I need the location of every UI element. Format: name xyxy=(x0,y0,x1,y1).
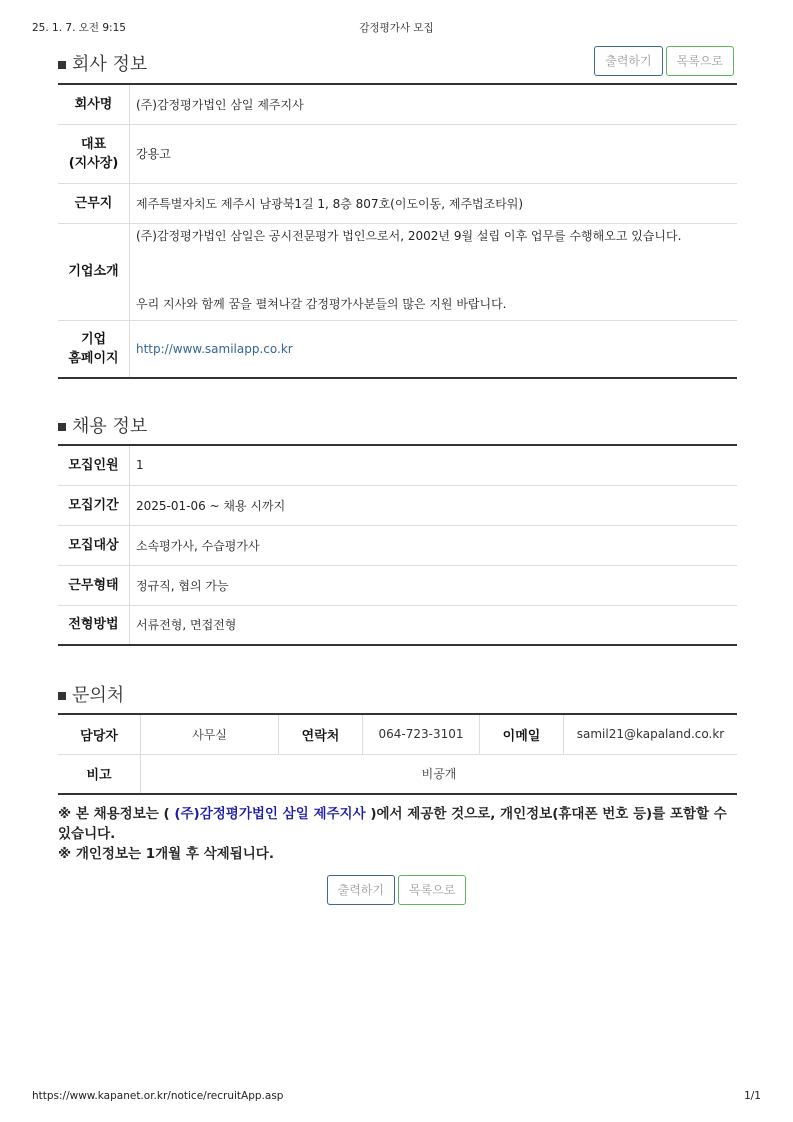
intro-line-2: 우리 지사와 함께 꿈을 펼쳐나갈 감정평가사분들의 많은 지원 바랍니다. xyxy=(136,296,507,311)
list-button[interactable]: 목록으로 xyxy=(398,875,466,905)
print-page: 1/1 xyxy=(744,1090,761,1102)
table-row xyxy=(58,485,737,525)
print-footer xyxy=(32,1090,761,1106)
recruit-target: 소속평가사, 수습평가사 xyxy=(130,525,738,565)
intro-line-1: (주)감정평가법인 삼일은 공시전문평가 법인으로서, 2002년 9월 설립 이후 업무를 수행해오고 있습니다. xyxy=(136,228,682,243)
print-button[interactable]: 출력하기 xyxy=(327,875,395,905)
representative: 강용고 xyxy=(130,124,738,183)
company-section-title: 회사 정보 xyxy=(58,50,147,76)
homepage-cell xyxy=(130,320,738,378)
selection-method: 서류전형, 면접전형 xyxy=(136,618,237,633)
recruit-count-label: 모집인원 xyxy=(58,445,130,485)
notice-line-1: ※ 본 채용정보는 ( (주)감정평가법인 삼일 제주지사 )에서 제공한 것으로, 개인정보(휴대폰 번호 등)를 포함할 수 있습니다. xyxy=(58,806,727,842)
company-section xyxy=(58,46,737,379)
table-row xyxy=(58,445,737,485)
recruit-period-label: 모집기간 xyxy=(58,485,130,525)
table-row xyxy=(58,223,737,320)
company-name-label: 회사명 xyxy=(58,84,130,124)
square-bullet-icon xyxy=(58,61,66,69)
selection-method-label: 전형방법 xyxy=(58,605,130,645)
homepage-label: 기업 홈페이지 xyxy=(58,320,130,378)
employment-type: 정규직, 협의 가능 xyxy=(130,565,738,605)
homepage-link[interactable]: http://www.samilapp.co.kr xyxy=(136,341,293,356)
table-row xyxy=(58,320,737,378)
notice-line-2: ※ 개인정보는 1개월 후 삭제됩니다. xyxy=(58,846,274,862)
company-intro xyxy=(130,223,738,320)
company-name: (주)감정평가법인 삼일 제주지사 xyxy=(130,84,738,124)
square-bullet-icon xyxy=(58,423,66,431)
manager: 사무실 xyxy=(141,714,279,754)
company-table xyxy=(58,83,737,379)
notice-company: (주)감정평가법인 삼일 제주지사 xyxy=(174,806,366,822)
recruit-target-label: 모집대상 xyxy=(58,525,130,565)
list-button[interactable]: 목록으로 xyxy=(666,46,734,76)
print-date: 25. 1. 7. 오전 9:15 xyxy=(32,22,126,34)
location: 제주특별자치도 제주시 남광북1길 1, 8층 807호(이도이동, 제주법조타워) xyxy=(130,183,738,223)
table-row xyxy=(58,84,737,124)
note: 비공개 xyxy=(141,754,738,794)
contact-section xyxy=(58,677,737,795)
phone: 064-723-3101 xyxy=(363,714,480,754)
recruit-count: 1 xyxy=(130,445,738,485)
contact-table xyxy=(58,713,737,795)
company-section-header xyxy=(58,46,737,82)
table-row xyxy=(58,525,737,565)
print-title: 감정평가사 모집 xyxy=(359,22,434,34)
table-row xyxy=(58,714,737,754)
privacy-notice xyxy=(58,804,737,864)
table-row xyxy=(58,565,737,605)
recruit-table xyxy=(58,444,737,646)
recruit-period: 2025-01-06 ~ 채용 시까지 xyxy=(130,485,738,525)
print-button[interactable]: 출력하기 xyxy=(594,46,662,76)
manager-label: 담당자 xyxy=(58,714,141,754)
table-row xyxy=(58,754,737,794)
recruit-section-header xyxy=(58,408,737,444)
representative-label: 대표 (지사장) xyxy=(58,124,130,183)
table-row xyxy=(58,605,737,645)
email: samil21@kapaland.co.kr xyxy=(564,714,738,754)
recruit-section xyxy=(58,408,737,646)
top-button-group xyxy=(594,46,734,76)
recruit-section-title: 채용 정보 xyxy=(58,412,147,438)
email-label: 이메일 xyxy=(480,714,564,754)
employment-type-label: 근무형태 xyxy=(58,565,130,605)
location-label: 근무지 xyxy=(58,183,130,223)
contact-section-title: 문의처 xyxy=(58,681,124,707)
phone-label: 연락처 xyxy=(279,714,363,754)
bottom-button-group xyxy=(0,875,793,905)
print-header xyxy=(32,20,761,36)
note-label: 비고 xyxy=(86,768,112,784)
contact-section-header xyxy=(58,677,737,713)
print-url: https://www.kapanet.or.kr/notice/recruitApp.asp xyxy=(32,1090,284,1102)
table-row xyxy=(58,124,737,183)
square-bullet-icon xyxy=(58,692,66,700)
intro-label: 기업소개 xyxy=(58,223,130,320)
table-row xyxy=(58,183,737,223)
